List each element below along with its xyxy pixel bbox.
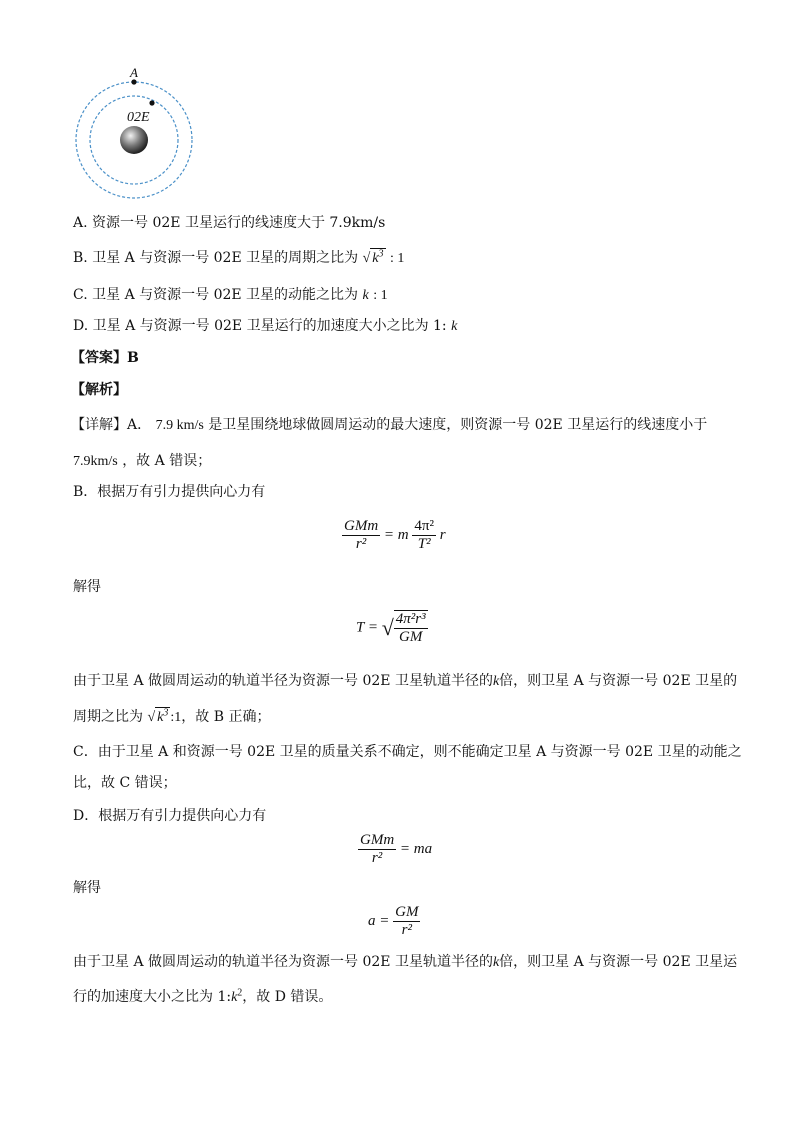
- jiede-2: 解得: [73, 880, 101, 896]
- detail-b-sqrt: √ $k^3$: [147, 710, 170, 725]
- option-c: [73, 285, 388, 306]
- detail-d-k: k: [492, 955, 500, 970]
- option-c-ratio: : 1: [373, 288, 388, 303]
- equation-3: $\frac{\text{GMm}}{\text{r²}}$ = ma: [360, 832, 433, 866]
- option-b-ratio: : 1: [389, 251, 405, 266]
- option-c-k: k: [362, 288, 369, 303]
- equation-2: T = √ $\frac{\text{4π²r³}}{GM}$: [356, 611, 426, 645]
- orbit-diagram: [70, 62, 200, 202]
- option-d-text: D. 卫星 A 与资源一号 02E 卫星运行的加速度大小之比为 1:: [73, 318, 447, 334]
- detail-b-para1: 由于卫星 A 做圆周运动的轨道半径为资源一号 02E 卫星轨道半径的k倍，则卫星 A 与资源一号 02E 卫星的: [73, 673, 738, 689]
- analysis-label: 【解析】: [71, 382, 127, 398]
- label-02e: 02E: [127, 110, 150, 125]
- option-c-text: C. 卫星 A 与资源一号 02E 卫星的动能之比为: [73, 287, 359, 303]
- option-b-text: B. 卫星 A 与资源一号 02E 卫星的周期之比为: [73, 250, 359, 266]
- option-a: A. 资源一号 02E 卫星运行的线速度大于 7.9km/s: [73, 215, 386, 231]
- label-a: A: [130, 65, 138, 80]
- jiede-1: 解得: [73, 579, 101, 595]
- equation-4: a = $\frac{GM}{\text{r²}}$: [368, 904, 419, 938]
- option-b-sqrt: √ $k^3$: [363, 251, 386, 266]
- detail-d-k2: $k^2$: [231, 987, 243, 1005]
- detail-a-line2: [73, 451, 211, 472]
- detail-a-speed: 7.9 km/s: [155, 418, 204, 433]
- detail-a-speed2: 7.9km/s: [73, 454, 118, 469]
- detail-b-para2: 周期之比为 √ $k^3$ :1，故 B 正确；: [73, 707, 270, 728]
- satellite-a-dot: [131, 79, 136, 84]
- detail-c-line1: C．由于卫星 A 和资源一号 02E 卫星的质量关系不确定，则不能确定卫星 A 与资源一号 02E 卫星的动能之: [73, 744, 742, 760]
- detail-a-prefix: 【详解】A．: [71, 417, 152, 433]
- satellite-02e-dot: [149, 100, 154, 105]
- option-b: [73, 248, 404, 269]
- detail-b-line1: B．根据万有引力提供向心力有: [73, 484, 266, 500]
- detail-b-k: k: [492, 674, 500, 689]
- option-d-k: k: [451, 319, 458, 334]
- detail-a-line1: [71, 415, 707, 436]
- detail-a-text: 是卫星围绕地球做圆周运动的最大速度，则资源一号 02E 卫星运行的线速度小于: [208, 417, 708, 433]
- earth-planet: [120, 126, 148, 154]
- option-d: [73, 316, 457, 337]
- detail-d-para1: 由于卫星 A 做圆周运动的轨道半径为资源一号 02E 卫星轨道半径的k倍，则卫星 A 与资源一号 02E 卫星运: [73, 954, 738, 970]
- detail-d-line1: D．根据万有引力提供向心力有: [73, 808, 267, 824]
- detail-d-para2: 行的加速度大小之比为 $1:k^2$，故 D 错误。: [73, 987, 333, 1005]
- detail-a-conclusion: ，故 A 错误；: [122, 453, 212, 469]
- answer-label: 【答案】B: [71, 350, 139, 366]
- equation-1: $\frac{\text{GMm}}{\text{r²}}$ = m $\frac{\text{4π²}}{\text{T²}}$ r: [344, 518, 446, 552]
- detail-c-line2: 比，故 C 错误；: [73, 775, 177, 791]
